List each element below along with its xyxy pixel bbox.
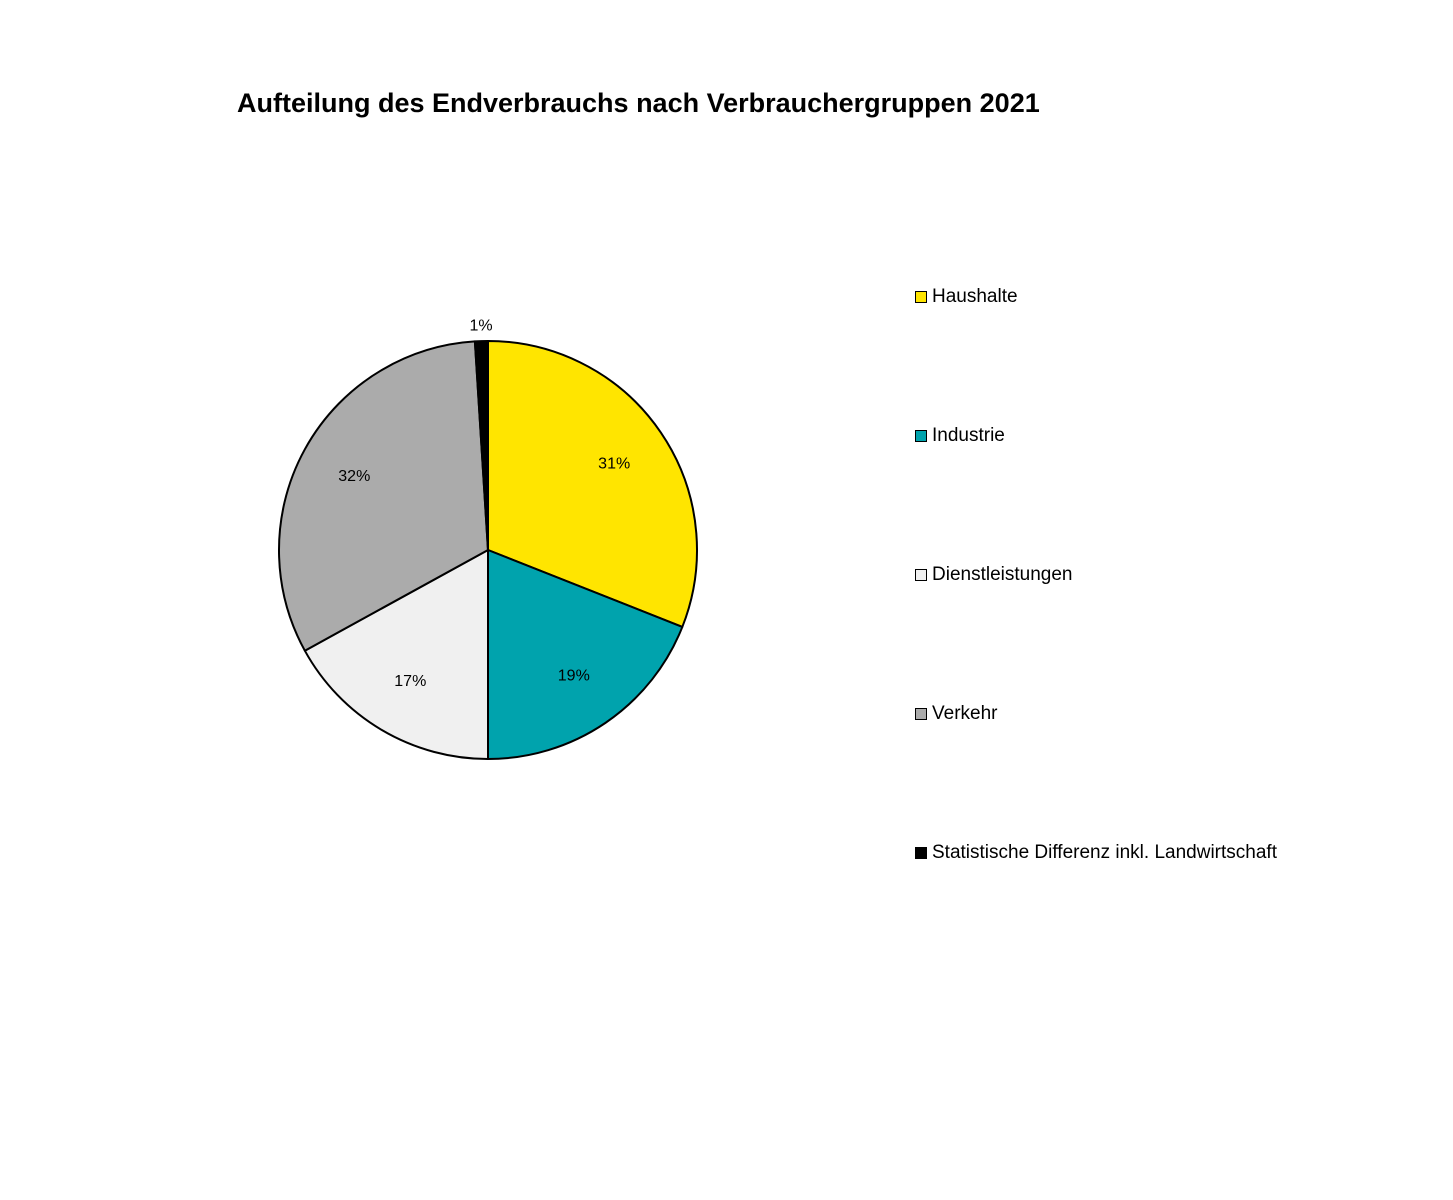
data-label-verkehr: 32%	[338, 468, 371, 485]
data-label-dienstleistungen: 17%	[394, 672, 427, 690]
data-label-industrie: 19%	[557, 667, 590, 685]
pie-chart	[0, 0, 900, 900]
legend-label: Industrie	[932, 425, 1005, 446]
legend-item-statistische-differenz	[915, 841, 1277, 865]
legend-label: Haushalte	[932, 286, 1018, 307]
legend-item-haushalte	[915, 285, 1018, 309]
legend-item-industrie	[915, 424, 1005, 448]
chart-title: Aufteilung des Endverbrauchs nach Verbrauchergruppen 2021	[237, 88, 1040, 118]
legend-swatch	[915, 430, 927, 442]
legend-swatch	[915, 708, 927, 720]
legend-item-verkehr	[915, 702, 997, 726]
legend-label: Dienstleistungen	[932, 564, 1073, 585]
data-label-haushalte: 31%	[598, 455, 631, 473]
legend-label: Verkehr	[932, 703, 998, 724]
legend-swatch	[915, 569, 927, 581]
legend-label: Statistische Differenz inkl. Landwirtschaft	[932, 842, 1277, 863]
legend-swatch	[915, 847, 927, 859]
legend-item-dienstleistungen	[915, 563, 1072, 587]
legend-swatch	[915, 291, 927, 303]
data-label-statistische-differenz: 1%	[469, 317, 493, 335]
